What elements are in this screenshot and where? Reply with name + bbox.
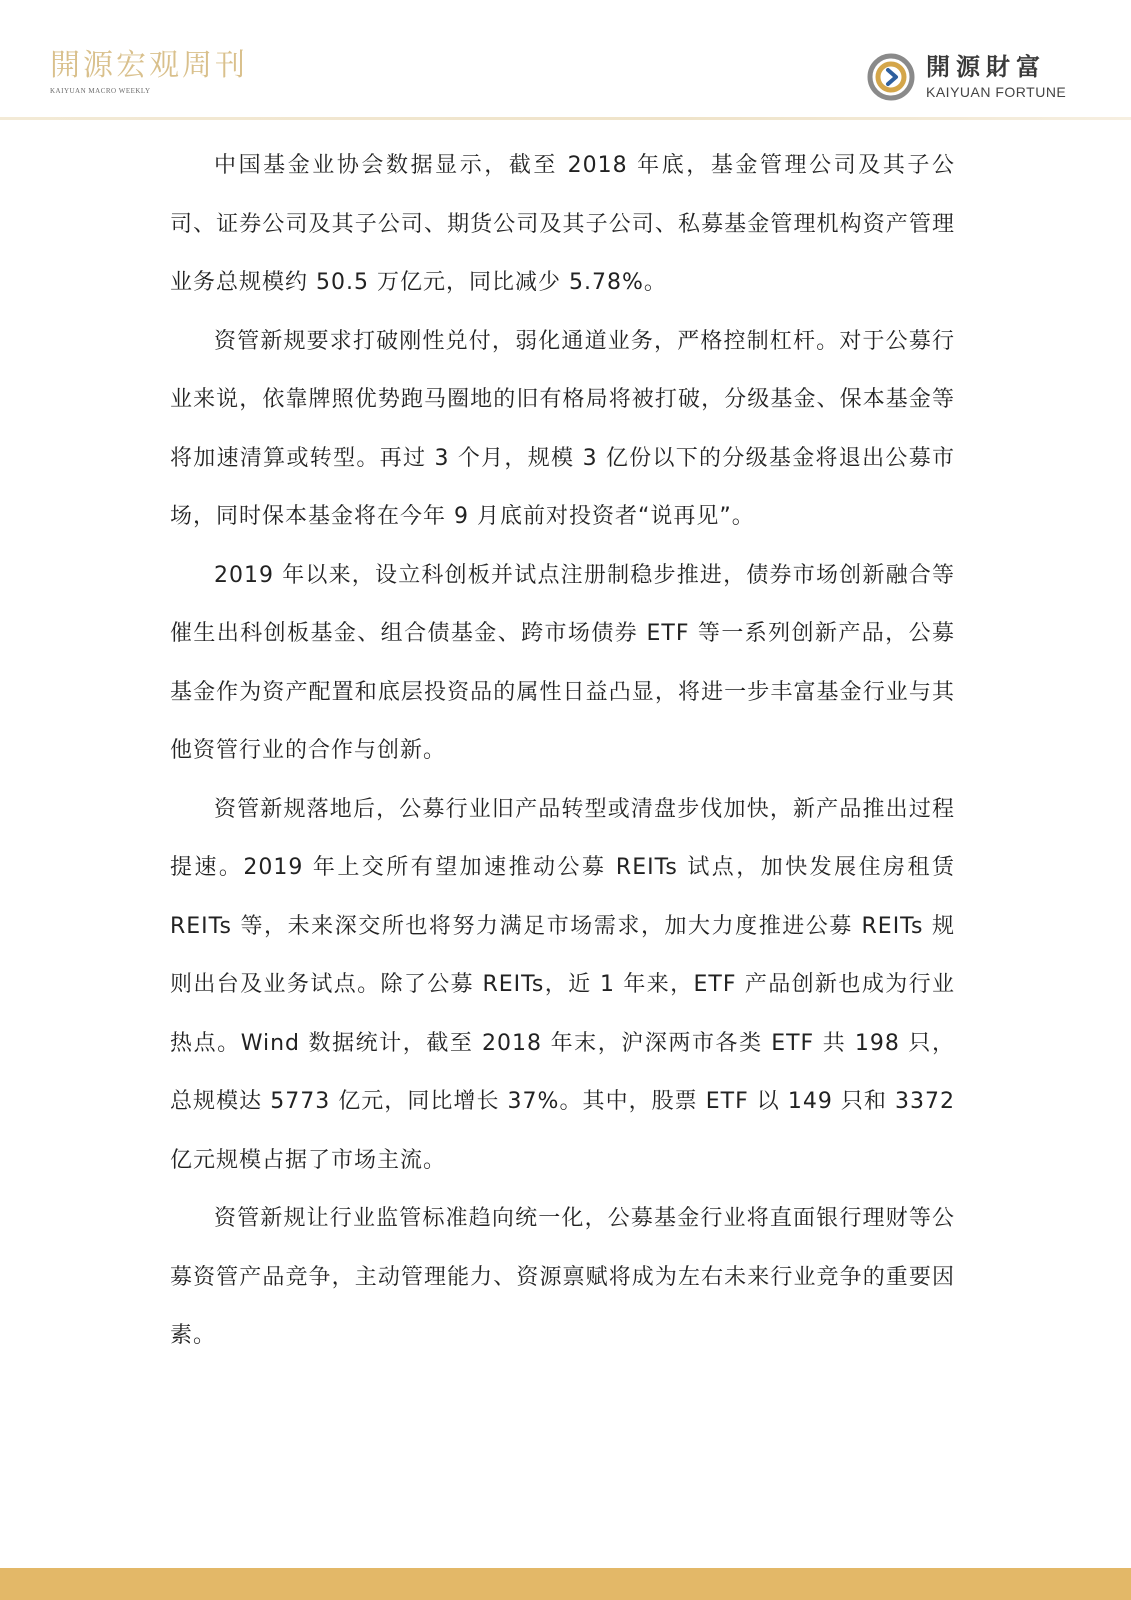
- paragraph-2: 资管新规要求打破刚性兑付，弱化通道业务，严格控制杠杆。对于公募行业来说，依靠牌照优势跑马圈地的旧有格局将被打破，分级基金、保本基金等将加速清算或转型。再过 3 个月，规模 3 亿份以下的分级基金将退出公募市场，同时保本基金将在今年 9 月底前对投资者“说再见”。: [170, 328, 955, 529]
- footer-band: [0, 1568, 1131, 1600]
- publication-title: 開源宏观周刊: [50, 48, 248, 83]
- header-divider: [0, 117, 1131, 120]
- article-body: [170, 137, 955, 1366]
- paragraph-4: 资管新规落地后，公募行业旧产品转型或清盘步伐加快，新产品推出过程提速。2019 年上交所有望加速推动公募 REITs 试点，加快发展住房租赁 REITs 等，未来深交所也将努力满足市场需求，加大力度推进公募 REITs 规则出台及业务试点。除了公募 REITs，近 1 年来，ETF 产品创新也成为行业热点。Wind 数据统计，截至 2018 年末，沪深两市各类 ETF 共 198 只，总规模达 5773 亿元，同比增长 37%。其中，股票 ETF 以 149 只和 3372 亿元规模占据了市场主流。: [170, 796, 955, 1173]
- paragraph-5: 资管新规让行业监管标准趋向统一化，公募基金行业将直面银行理财等公募资管产品竞争，主动管理能力、资源禀赋将成为左右未来行业竞争的重要因素。: [170, 1206, 955, 1348]
- paragraph-1: 中国基金业协会数据显示，截至 2018 年底，基金管理公司及其子公司、证券公司及其子公司、期货公司及其子公司、私募基金管理机构资产管理业务总规模约 50.5 万亿元，同比减少 5.78%。: [170, 153, 955, 295]
- publication-masthead: [50, 48, 248, 95]
- page-header: [0, 0, 1131, 120]
- paragraph-3: 2019 年以来，设立科创板并试点注册制稳步推进，债券市场创新融合等催生出科创板基金、组合债基金、跨市场债券 ETF 等一系列创新产品，公募基金作为资产配置和底层投资品的属性日益凸显，将进一步丰富基金行业与其他资管行业的合作与创新。: [170, 562, 955, 763]
- publication-subtitle: KAIYUAN MACRO WEEKLY: [50, 87, 151, 95]
- kaiyuan-logo-icon: [866, 52, 916, 102]
- brand-name-en: KAIYUAN FORTUNE: [926, 84, 1067, 100]
- brand-name-cn: 開源財富: [926, 53, 1046, 81]
